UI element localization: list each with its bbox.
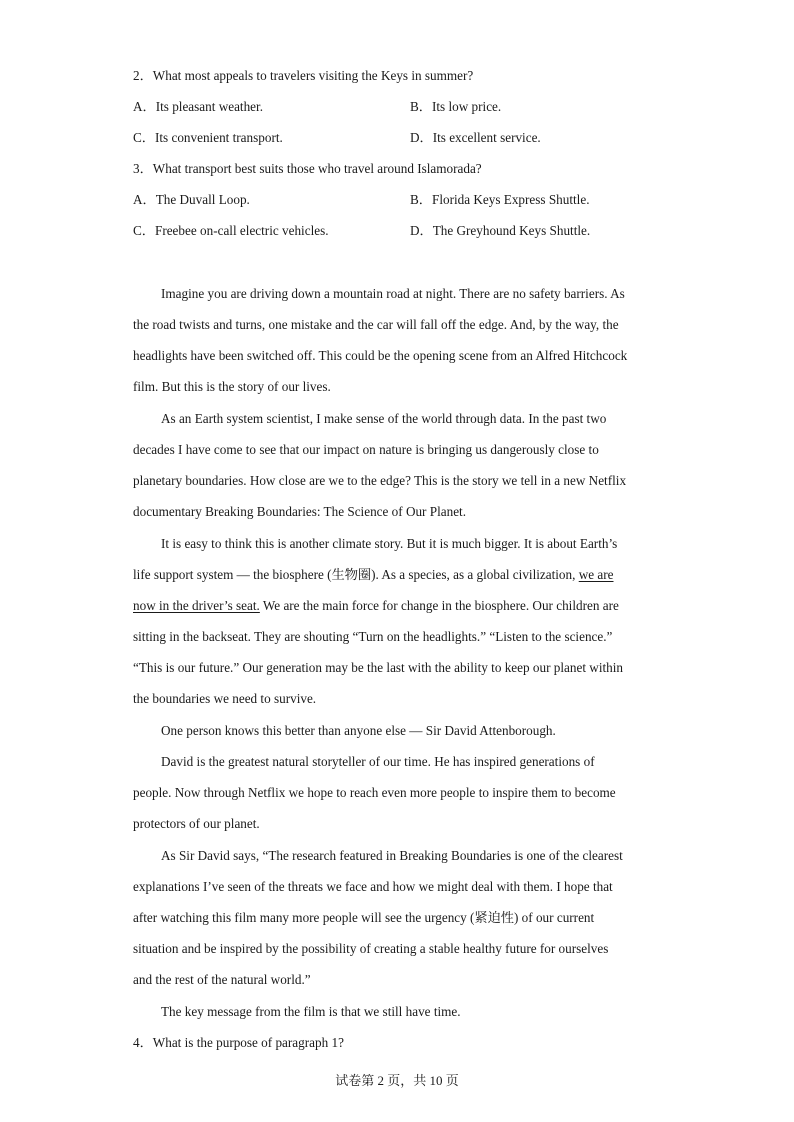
passage-p2-line: decades I have come to see that our impact on nature is bringing us dangerously close to xyxy=(133,442,599,457)
question-3-stem: 3．What transport best suits those who travel around Islamorada? xyxy=(133,161,482,176)
passage-p3-line: “This is our future.” Our generation may be the last with the ability to keep our planet within xyxy=(133,660,624,675)
passage-p5-line: people. Now through Netflix we hope to reach even more people to inspire them to become xyxy=(133,785,616,800)
passage-p2-line: As an Earth system scientist, I make sense of the world through data. In the past two xyxy=(161,411,607,426)
question-2-option-d: D．Its excellent service. xyxy=(410,130,541,145)
passage-p6-line: situation and be inspired by the possibility of creating a stable healthy future for ourselves xyxy=(133,941,609,956)
passage-p1-line: Imagine you are driving down a mountain road at night. There are no safety barriers. As xyxy=(161,286,625,301)
underlined-phrase: we are xyxy=(578,567,614,582)
passage-p6-line: explanations I’ve seen of the threats we face and how we might deal with them. I hope that xyxy=(133,879,613,894)
passage-p3-line: the boundaries we need to survive. xyxy=(133,691,317,706)
passage-p3-line xyxy=(133,567,614,583)
passage-p7-line: The key message from the film is that we still have time. xyxy=(161,1004,461,1019)
passage-p4-line: One person knows this better than anyone else — Sir David Attenborough. xyxy=(161,723,556,738)
question-3-option-b: B．Florida Keys Express Shuttle. xyxy=(410,192,590,207)
question-2-option-a: A．Its pleasant weather. xyxy=(133,99,264,114)
passage-p6-line: and the rest of the natural world.” xyxy=(133,972,311,987)
question-3-option-c: C．Freebee on-call electric vehicles. xyxy=(133,223,329,238)
question-3-option-d: D．The Greyhound Keys Shuttle. xyxy=(410,223,591,238)
page-footer: 试卷第 2 页，共 10 页 xyxy=(335,1073,459,1088)
passage-p3-line: sitting in the backseat. They are shouting “Turn on the headlights.” “Listen to the science.” xyxy=(133,629,613,644)
question-2-stem: 2．What most appeals to travelers visiting the Keys in summer? xyxy=(133,68,474,83)
passage-p5-line: protectors of our planet. xyxy=(133,816,260,831)
passage-p6-line: after watching this film many more people will see the urgency (紧迫性) of our current xyxy=(133,910,595,925)
question-3-option-a: A．The Duvall Loop. xyxy=(133,192,250,207)
question-2-option-b: B．Its low price. xyxy=(410,99,502,114)
passage-p2-line: documentary Breaking Boundaries: The Science of Our Planet. xyxy=(133,504,467,519)
passage-p1-line: the road twists and turns, one mistake and the car will fall off the edge. And, by the way, the xyxy=(133,317,619,332)
passage-p3-text: We are the main force for change in the biosphere. Our children are xyxy=(259,598,619,613)
question-2-option-c: C．Its convenient transport. xyxy=(133,130,283,145)
passage-p6-line: As Sir David says, “The research featured in Breaking Boundaries is one of the clearest xyxy=(161,848,623,863)
passage-p3-line xyxy=(133,598,619,614)
underlined-phrase: now in the driver’s seat. xyxy=(133,598,260,613)
passage-p1-line: film. But this is the story of our lives. xyxy=(133,379,331,394)
question-4-stem: 4．What is the purpose of paragraph 1? xyxy=(133,1035,344,1050)
passage-p3-line: It is easy to think this is another climate story. But it is much bigger. It is about Earth’s xyxy=(161,536,618,551)
passage-p2-line: planetary boundaries. How close are we to the edge? This is the story we tell in a new Netflix xyxy=(133,473,627,488)
passage-p3-text: life support system — the biosphere (生物圈). As a species, as a global civilization, xyxy=(133,567,579,582)
passage-p1-line: headlights have been switched off. This could be the opening scene from an Alfred Hitchcock xyxy=(133,348,628,363)
passage-p5-line: David is the greatest natural storyteller of our time. He has inspired generations of xyxy=(161,754,595,769)
